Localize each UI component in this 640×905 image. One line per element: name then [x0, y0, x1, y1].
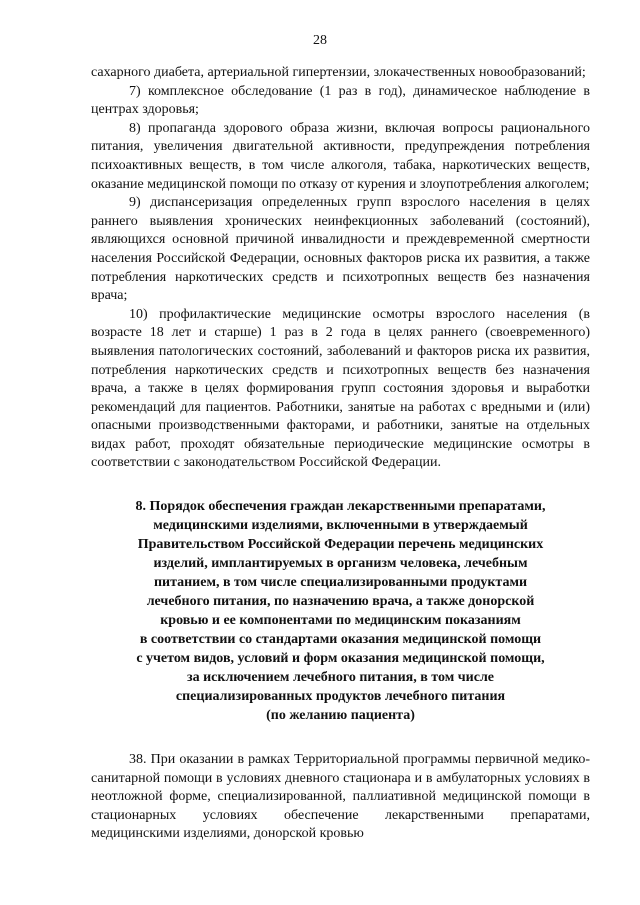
section-heading-line: 8. Порядок обеспечения граждан лекарственными препаратами,	[135, 499, 546, 515]
document-body	[91, 64, 590, 844]
section-heading-line: лечебного питания, по назначению врача, а также донорской	[146, 594, 535, 610]
section-heading-line: специализированных продуктов лечебного питания	[175, 689, 506, 705]
paragraph-item-9: 9) диспансеризация определенных групп взрослого населения в целях раннего выявления хронических неинфекционных заболеваний (состояний), являющихся основной причиной инвалидности и преждевременной смертности населения Российской Федерации, основных факторов риска их развития, а также потребления наркотических средств и психотропных веществ без назначения врача;	[91, 195, 590, 304]
section-heading-line: (по желанию пациента)	[266, 708, 415, 724]
section-heading	[91, 497, 590, 725]
paragraph-item-7: 7) комплексное обследование (1 раз в год), динамическое наблюдение в центрах здоровья;	[91, 83, 590, 118]
section-heading-line: изделий, имплантируемых в организм человека, лечебным	[153, 556, 528, 572]
section-heading-line: Правительством Российской Федерации перечень медицинских	[137, 537, 544, 553]
section-heading-line: с учетом видов, условий и форм оказания медицинской помощи,	[136, 651, 545, 667]
paragraph-item-10: 10) профилактические медицинские осмотры взрослого населения (в возрасте 18 лет и старше) 1 раз в 2 года в целях раннего (своевременного) выявления патологических состояний, заболеваний и факторов риска их развития, потребления наркотических средств и психотропных веществ без назначения врача, а также в целях формирования групп состояния здоровья и выработки рекомендаций для пациентов. Работники, занятые на работах с вредными и (или) опасными производственными факторами, и работники, занятые на отдельных видах работ, проходят обязательные периодические медицинские осмотры в соответствии с законодательством Российской Федерации.	[91, 306, 590, 471]
section-heading-line: питанием, в том числе специализированными продуктами	[153, 575, 528, 591]
section-heading-line: за исключением лечебного питания, в том числе	[186, 670, 495, 686]
paragraph-item-38: 38. При оказании в рамках Территориальной программы первичной медико-санитарной помощи в условиях дневного стационара и в амбулаторных условиях в неотложной форме, специализированной, паллиативной медицинской помощи в стационарных условиях обеспечение лекарственными препаратами, медицинскими изделиями, донорской кровью	[91, 752, 590, 842]
section-heading-line: в соответствии со стандартами оказания медицинской помощи	[139, 632, 542, 648]
page-number: 28	[313, 33, 327, 48]
section-heading-line: кровью и ее компонентами по медицинским показаниям	[160, 613, 521, 629]
paragraph-item-8: 8) пропаганда здорового образа жизни, включая вопросы рационального питания, увеличения двигательной активности, предупреждения потребления психоактивных веществ, в том числе алкоголя, табака, наркотических веществ, оказание медицинской помощи по отказу от курения и злоупотребления алкоголем;	[91, 120, 590, 192]
section-heading-line: медицинскими изделиями, включенными в утверждаемый	[153, 518, 528, 534]
paragraph-continuation: сахарного диабета, артериальной гипертензии, злокачественных новообразований;	[91, 65, 586, 80]
